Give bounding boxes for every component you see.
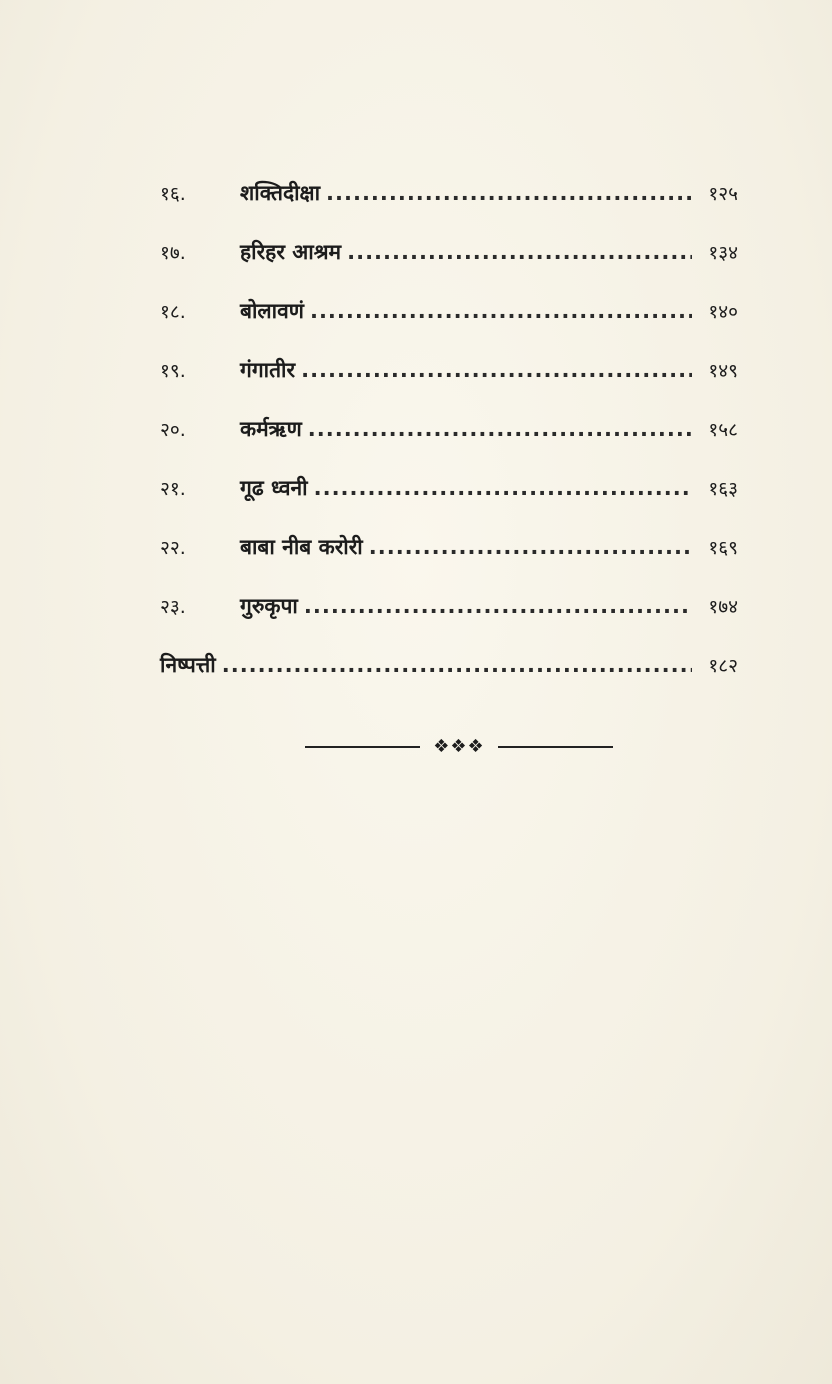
toc-entry	[160, 581, 738, 631]
toc-entry	[160, 404, 738, 454]
toc-entry	[160, 286, 738, 336]
toc-entry	[160, 345, 738, 395]
chapter-number: १८.	[160, 301, 186, 323]
chapter-title: निष्पत्ती	[160, 653, 216, 677]
chapter-number: १९.	[160, 360, 186, 382]
chapter-title: गूढ ध्वनी	[240, 476, 308, 500]
divider-line	[498, 746, 613, 748]
dot-leader	[314, 463, 692, 513]
page-number: १४०	[708, 301, 738, 323]
page-number: १८२	[708, 655, 738, 677]
chapter-number: २२.	[160, 537, 186, 559]
dot-leader	[310, 286, 692, 336]
chapter-title: बाबा नीब करोरी	[240, 535, 363, 559]
toc-entry-final	[160, 640, 738, 690]
page-number: १५८	[708, 419, 738, 441]
dot-leader	[301, 345, 692, 395]
chapter-title: हरिहर आश्रम	[240, 240, 342, 264]
chapter-title: गुरुकृपा	[240, 594, 298, 618]
page-number: १७४	[708, 596, 738, 618]
page-number: १३४	[708, 242, 738, 264]
chapter-number: १६.	[160, 183, 186, 205]
chapter-title: शक्तिदीक्षा	[240, 181, 321, 205]
diamond-ornament-icon: ❖❖❖	[433, 736, 485, 757]
dot-leader	[347, 227, 692, 277]
page-number: १६३	[708, 478, 738, 500]
chapter-title: कर्मऋण	[240, 417, 302, 441]
dot-leader	[308, 404, 692, 454]
toc-entry	[160, 168, 738, 218]
dot-leader	[304, 581, 692, 631]
chapter-number: २१.	[160, 478, 186, 500]
page-number: १६९	[708, 537, 738, 559]
toc-entry	[160, 522, 738, 572]
toc-entry	[160, 463, 738, 513]
ornamental-divider	[305, 735, 613, 759]
dot-leader	[326, 168, 692, 218]
dot-leader	[222, 640, 692, 690]
chapter-title: गंगातीर	[240, 358, 296, 382]
page-number: १२५	[708, 183, 738, 205]
chapter-number: १७.	[160, 242, 186, 264]
toc-entry	[160, 227, 738, 277]
chapter-number: २३.	[160, 596, 186, 618]
divider-line	[305, 746, 420, 748]
dot-leader	[369, 522, 692, 572]
page-number: १४९	[708, 360, 738, 382]
chapter-number: २०.	[160, 419, 186, 441]
chapter-title: बोलावणं	[240, 299, 304, 323]
